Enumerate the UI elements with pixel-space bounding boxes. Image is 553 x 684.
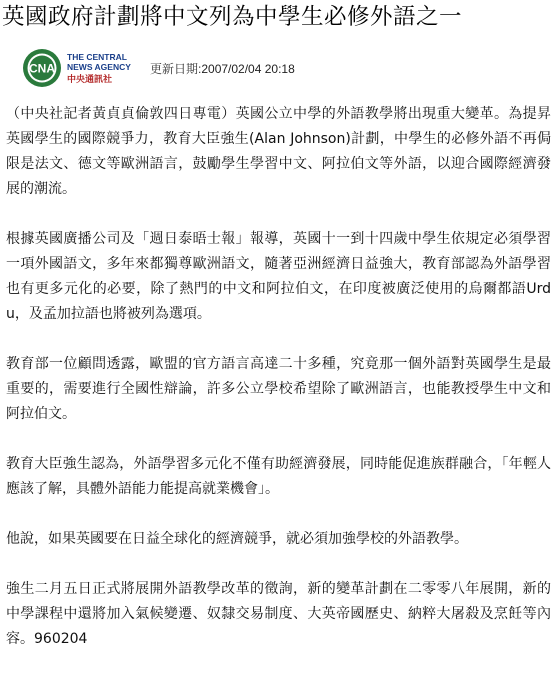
paragraph: 教育部一位顧問透露，歐盟的官方語言高達二十多種，究竟那一個外語對英國學生是最重要的，需要進行全國性辯論，許多公立學校希望除了歐洲語言，也能教授學生中文和阿拉伯文。 bbox=[6, 356, 551, 422]
byline bbox=[22, 48, 542, 88]
cna-logo bbox=[22, 48, 147, 88]
article-body bbox=[6, 102, 551, 652]
logo-mark-text: CNA bbox=[29, 61, 55, 76]
paragraph: （中央社記者黃貞貞倫敦四日專電）英國公立中學的外語教學將出現重大變革。為提昇英國學生的國際競爭力，教育大臣強生(Alan Johnson)計劃，中學生的必修外語不再侷限是法文、德文等歐洲語言，鼓勵學生學習中文、阿拉伯文等外語，以迎合國際經濟發展的潮流。 bbox=[6, 106, 551, 197]
agency-name-zh: 中央通訊社 bbox=[67, 75, 113, 85]
paragraph: 教育大臣強生認為，外語學習多元化不僅有助經濟發展，同時能促進族群融合，「年輕人應該了解，具體外語能力能提高就業機會」。 bbox=[6, 456, 551, 497]
article-headline: 英國政府計劃將中文列為中學生必修外語之一 bbox=[2, 4, 463, 30]
paragraph: 強生二月五日正式將展開外語教學改革的徵詢，新的變革計劃在二零零八年展開，新的中學課程中還將加入氣候變遷、奴隸交易制度、大英帝國歷史、納粹大屠殺及烹飪等內容。960204 bbox=[6, 581, 551, 647]
update-date-value: 2007/02/04 20:18 bbox=[201, 62, 295, 76]
update-date-label: 更新日期: bbox=[150, 62, 202, 76]
paragraph: 根據英國廣播公司及「週日泰晤士報」報導，英國十一到十四歲中學生依規定必須學習一項外國語文，多年來都獨尊歐洲語文，隨著亞洲經濟日益強大，教育部認為外語學習也有更多元化的必要，除了熱門的中文和阿拉伯文，在印度被廣泛使用的烏爾都語Urdu，及孟加拉語也將被列為選項。 bbox=[6, 231, 551, 322]
update-date bbox=[150, 60, 295, 77]
paragraph: 他說，如果英國要在日益全球化的經濟競爭，就必須加強學校的外語教學。 bbox=[6, 531, 468, 547]
agency-name-line2: NEWS AGENCY bbox=[67, 62, 131, 72]
agency-name-line1: THE CENTRAL bbox=[67, 52, 127, 62]
